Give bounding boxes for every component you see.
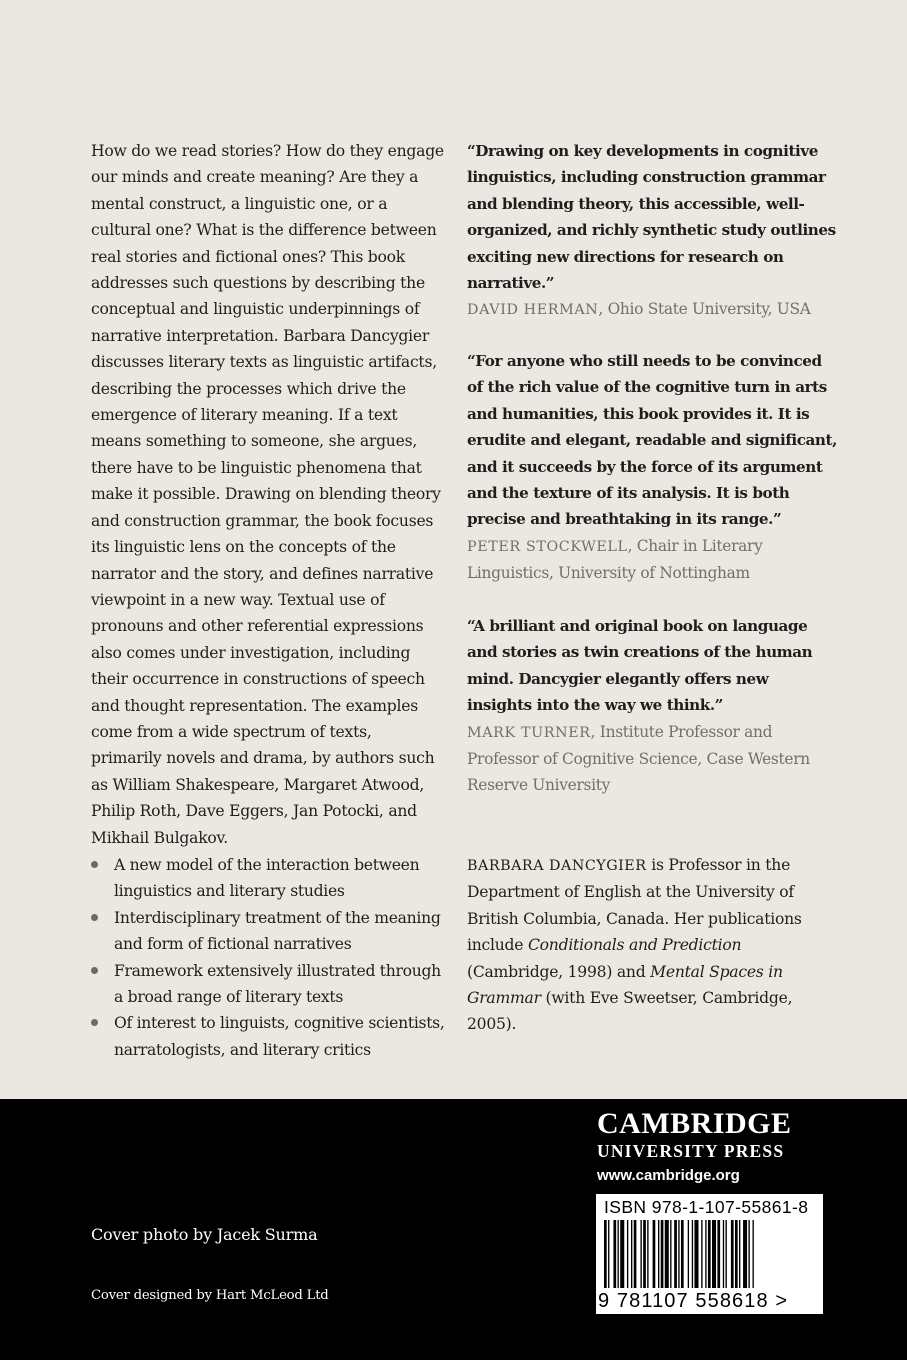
list-item: Interdisciplinary treatment of the meaning and form of fictional narratives: [91, 905, 451, 958]
barcode-icon: [602, 1220, 817, 1288]
endorsement-herman: [467, 138, 837, 324]
footer-band: [0, 1099, 907, 1360]
endorsement-turner: [467, 613, 837, 799]
blurb-text: How do we read stories? How do they engage our minds and create meaning? Are they a mental construct, a linguistic one, or a cultural one? What is the difference between real stories and fictional ones? This book addresses such questions by describing the conceptual and linguistic underpinnings of narrative interpretation. Barbara Dancygier discusses literary texts as linguistic artifacts, describing the processes which drive the emergence of literary meaning. If a text means something to someone, she argues, there have to be linguistic phenomena that make it possible. Drawing on blending theory and construction grammar, the book focuses its linguistic lens on the concepts of the narrator and the story, and defines narrative viewpoint in a new way. Textual use of pronouns and other referential expressions also comes under investigation, including their occurrence in constructions of speech and thought representation. The examples come from a wide spectrum of texts, primarily novels and drama, by authors such as William Shakespeare, Margaret Atwood, Philip Roth, Dave Eggers, Jan Potocki, and Mikhail Bulgakov.: [91, 142, 444, 847]
endorsement-quote: “A brilliant and original book on language and stories as twin creations of the human mind. Dancygier elegantly offers new insights into the way we think.”: [467, 617, 813, 715]
isbn-text: ISBN 978-1-107-55861-8: [604, 1197, 809, 1217]
publisher-website: www.cambridge.org: [597, 1167, 740, 1184]
endorsement-stockwell: [467, 348, 837, 587]
endorsement-attribution: DAVID HERMAN, Ohio State University, USA: [467, 300, 811, 319]
bullet-icon: [91, 967, 98, 974]
cover-design-credit: Cover designed by Hart McLeod Ltd: [91, 1288, 329, 1303]
feature-list: [91, 852, 451, 1063]
barcode-digits: 9 781107 558618 >: [598, 1290, 789, 1312]
list-item: Framework extensively illustrated through a broad range of literary texts: [91, 958, 451, 1011]
author-bio: BARBARA DANCYGIER is Professor in the Department of English at the University of British Columbia, Canada. Her publications include Conditionals and Prediction (Cambridge, 1998) and Mental Spaces in Grammar (with Eve Sweetser, Cambridge, 2005).: [467, 856, 802, 1034]
list-item: A new model of the interaction between linguistics and literary studies: [91, 852, 451, 905]
endorsement-quote: “For anyone who still needs to be convinced of the rich value of the cognitive turn in arts and humanities, this book provides it. It is erudite and elegant, readable and significant, and it succeeds by the force of its argument and the texture of its analysis. It is both precise and breathtaking in its range.”: [467, 352, 837, 529]
cover-photo-credit: Cover photo by Jacek Surma: [91, 1225, 318, 1244]
endorsement-attribution: MARK TURNER, Institute Professor and Professor of Cognitive Science, Case Western Reserve University: [467, 722, 810, 795]
endorsement-quote: “Drawing on key developments in cognitive linguistics, including construction grammar and blending theory, this accessible, well-organized, and richly synthetic study outlines exciting new directions for research on narrative.”: [467, 142, 836, 293]
barcode-panel: [596, 1194, 823, 1314]
bullet-icon: [91, 914, 98, 921]
bullet-icon: [91, 861, 98, 868]
endorsement-attribution: PETER STOCKWELL, Chair in Literary Linguistics, University of Nottingham: [467, 536, 763, 583]
publisher-logo-subtitle: UNIVERSITY PRESS: [597, 1141, 785, 1161]
publisher-logo-name: CAMBRIDGE: [597, 1107, 792, 1140]
blurb-column: [91, 138, 446, 851]
list-item: Of interest to linguists, cognitive scientists, narratologists, and literary critics: [91, 1010, 451, 1063]
bullet-icon: [91, 1019, 98, 1026]
